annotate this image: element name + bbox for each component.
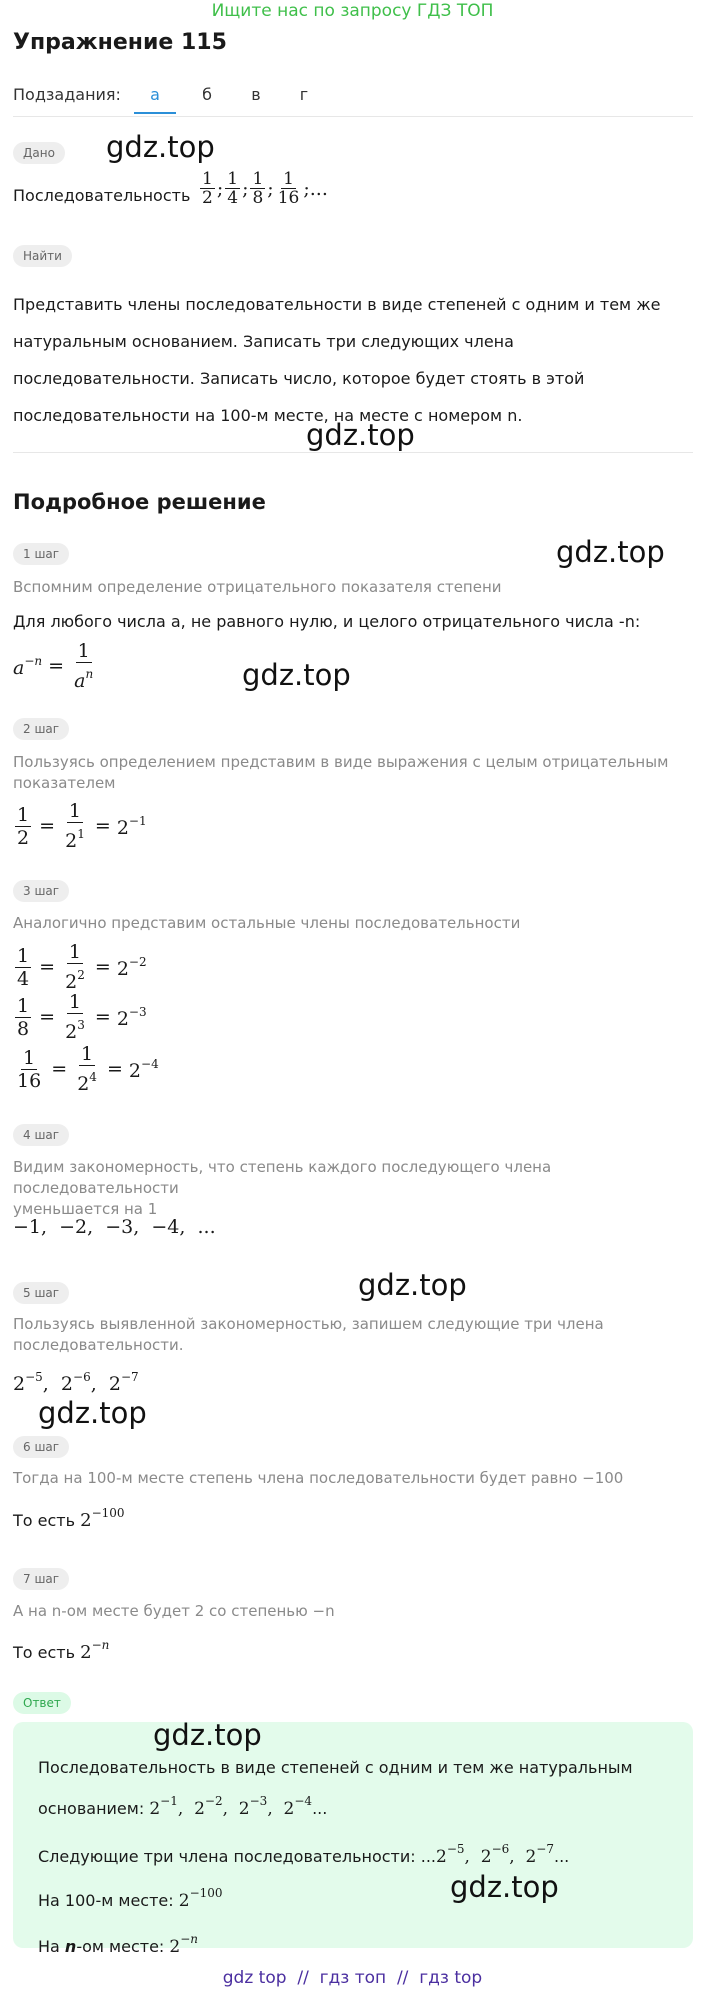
step-7-chip: 7 шаг (13, 1568, 69, 1590)
top-banner[interactable]: Ищите нас по запросу ГДЗ ТОП (211, 1, 494, 21)
tab-g[interactable]: г (299, 85, 309, 104)
step-3-formula-2: $\frac{1}{8}$ = $\frac{1}{2^3}$ = $2^{-3}$ (17, 991, 147, 1043)
answer-line-3: Следующие три члена последовательности: $...2^{-5}$, $2^{-6}$, $2^{-7}$... (38, 1842, 570, 1867)
step-5-formula: $2^{-5}$, $2^{-6}$, $2^{-7}$ (13, 1370, 139, 1395)
step-2-chip: 2 шаг (13, 718, 69, 740)
answer-line-2: основанием: $2^{-1}$, $2^{-2}$, $2^{-3}$, $2^{-4}$... (38, 1794, 328, 1819)
watermark: gdz.top (153, 1718, 262, 1752)
divider (13, 452, 693, 453)
watermark: gdz.top (242, 658, 351, 692)
page-title: Упражнение 115 (13, 30, 227, 55)
step-4-chip: 4 шаг (13, 1124, 69, 1146)
step-6-desc: Тогда на 100-м месте степень члена последовательности будет равно −100 (13, 1469, 624, 1487)
step-2-formula: $\frac{1}{2}$ = $\frac{1}{2^1}$ = $2^{-1}$ (17, 800, 147, 852)
tab-a[interactable]: а (150, 85, 160, 104)
given-chip: Дано (13, 142, 65, 164)
answer-line-5: На n-ом месте: $2^{-n}$ (38, 1932, 199, 1957)
find-text: Представить члены последовательности в виде степеней с одним и тем же натуральным основанием. Записать три следующих члена последовательности. Записать число, которое будет стоять в этой последовательности на 100-м месте, на месте с номером n. (13, 295, 661, 425)
step-3-chip: 3 шаг (13, 880, 69, 902)
step-7-text: То есть $2^{-n}$ (13, 1638, 110, 1663)
step-5-chip: 5 шаг (13, 1282, 69, 1304)
watermark: gdz.top (38, 1396, 147, 1430)
solution-heading: Подробное решение (13, 490, 266, 514)
watermark: gdz.top (306, 418, 415, 452)
step-3-formula-3: $\frac{1}{16}$ = $\frac{1}{2^4}$ = $2^{-4}$ (17, 1043, 159, 1095)
step-4-desc: Видим закономерность, что степень каждого последующего члена последовательности уменьшается на 1 (13, 1158, 552, 1218)
answer-line-4: На 100-м месте: $2^{-100}$ (38, 1886, 223, 1911)
step-4-sequence: −1, −2, −3, −4, ... (13, 1216, 216, 1238)
given-ellipsis: ... (309, 177, 328, 200)
step-5-desc: Пользуясь выявленной закономерностью, запишем следующие три члена последовательности. (13, 1315, 604, 1354)
step-6-text: То есть $2^{-100}$ (13, 1506, 125, 1531)
step-3-desc: Аналогично представим остальные члены последовательности (13, 914, 521, 932)
watermark: gdz.top (358, 1268, 467, 1302)
subtasks-label: Подзадания: (13, 85, 121, 104)
answer-chip: Ответ (13, 1692, 71, 1714)
find-chip: Найти (13, 245, 72, 267)
active-tab-indicator (134, 112, 176, 114)
tab-b[interactable]: б (202, 85, 212, 104)
answer-line-1: Последовательность в виде степеней с одним и тем же натуральным (38, 1758, 633, 1777)
given-sequence: $\frac{1}{2}$ ; $\frac{1}{4}$ ; $\frac{1}{8}$ ; $\frac{1}{16}$ ; ... (202, 169, 328, 208)
step-2-desc: Пользуясь определением представим в виде выражения с целым отрицательным показателем (13, 753, 669, 792)
tab-v[interactable]: в (251, 85, 261, 104)
watermark: gdz.top (556, 535, 665, 569)
step-3-formula-1: $\frac{1}{4}$ = $\frac{1}{2^2}$ = $2^{-2}$ (17, 941, 147, 993)
divider (13, 116, 693, 117)
step-1-text: Для любого числа a, не равного нулю, и целого отрицательного числа -n: (13, 612, 641, 631)
step-7-desc: А на n-ом месте будет 2 со степенью −n (13, 1602, 335, 1620)
watermark: gdz.top (106, 130, 215, 164)
footer-links[interactable]: gdz top // гдз топ // гдз top (222, 1968, 483, 1988)
step-6-chip: 6 шаг (13, 1436, 69, 1458)
step-1-desc: Вспомним определение отрицательного показателя степени (13, 578, 502, 596)
given-prefix: Последовательность (13, 186, 191, 205)
answer-box (13, 1722, 693, 1948)
step-1-chip: 1 шаг (13, 543, 69, 565)
watermark: gdz.top (450, 1870, 559, 1904)
step-1-formula: $a^{-n}$ = $\frac{1}{a^n}$ (13, 640, 94, 692)
